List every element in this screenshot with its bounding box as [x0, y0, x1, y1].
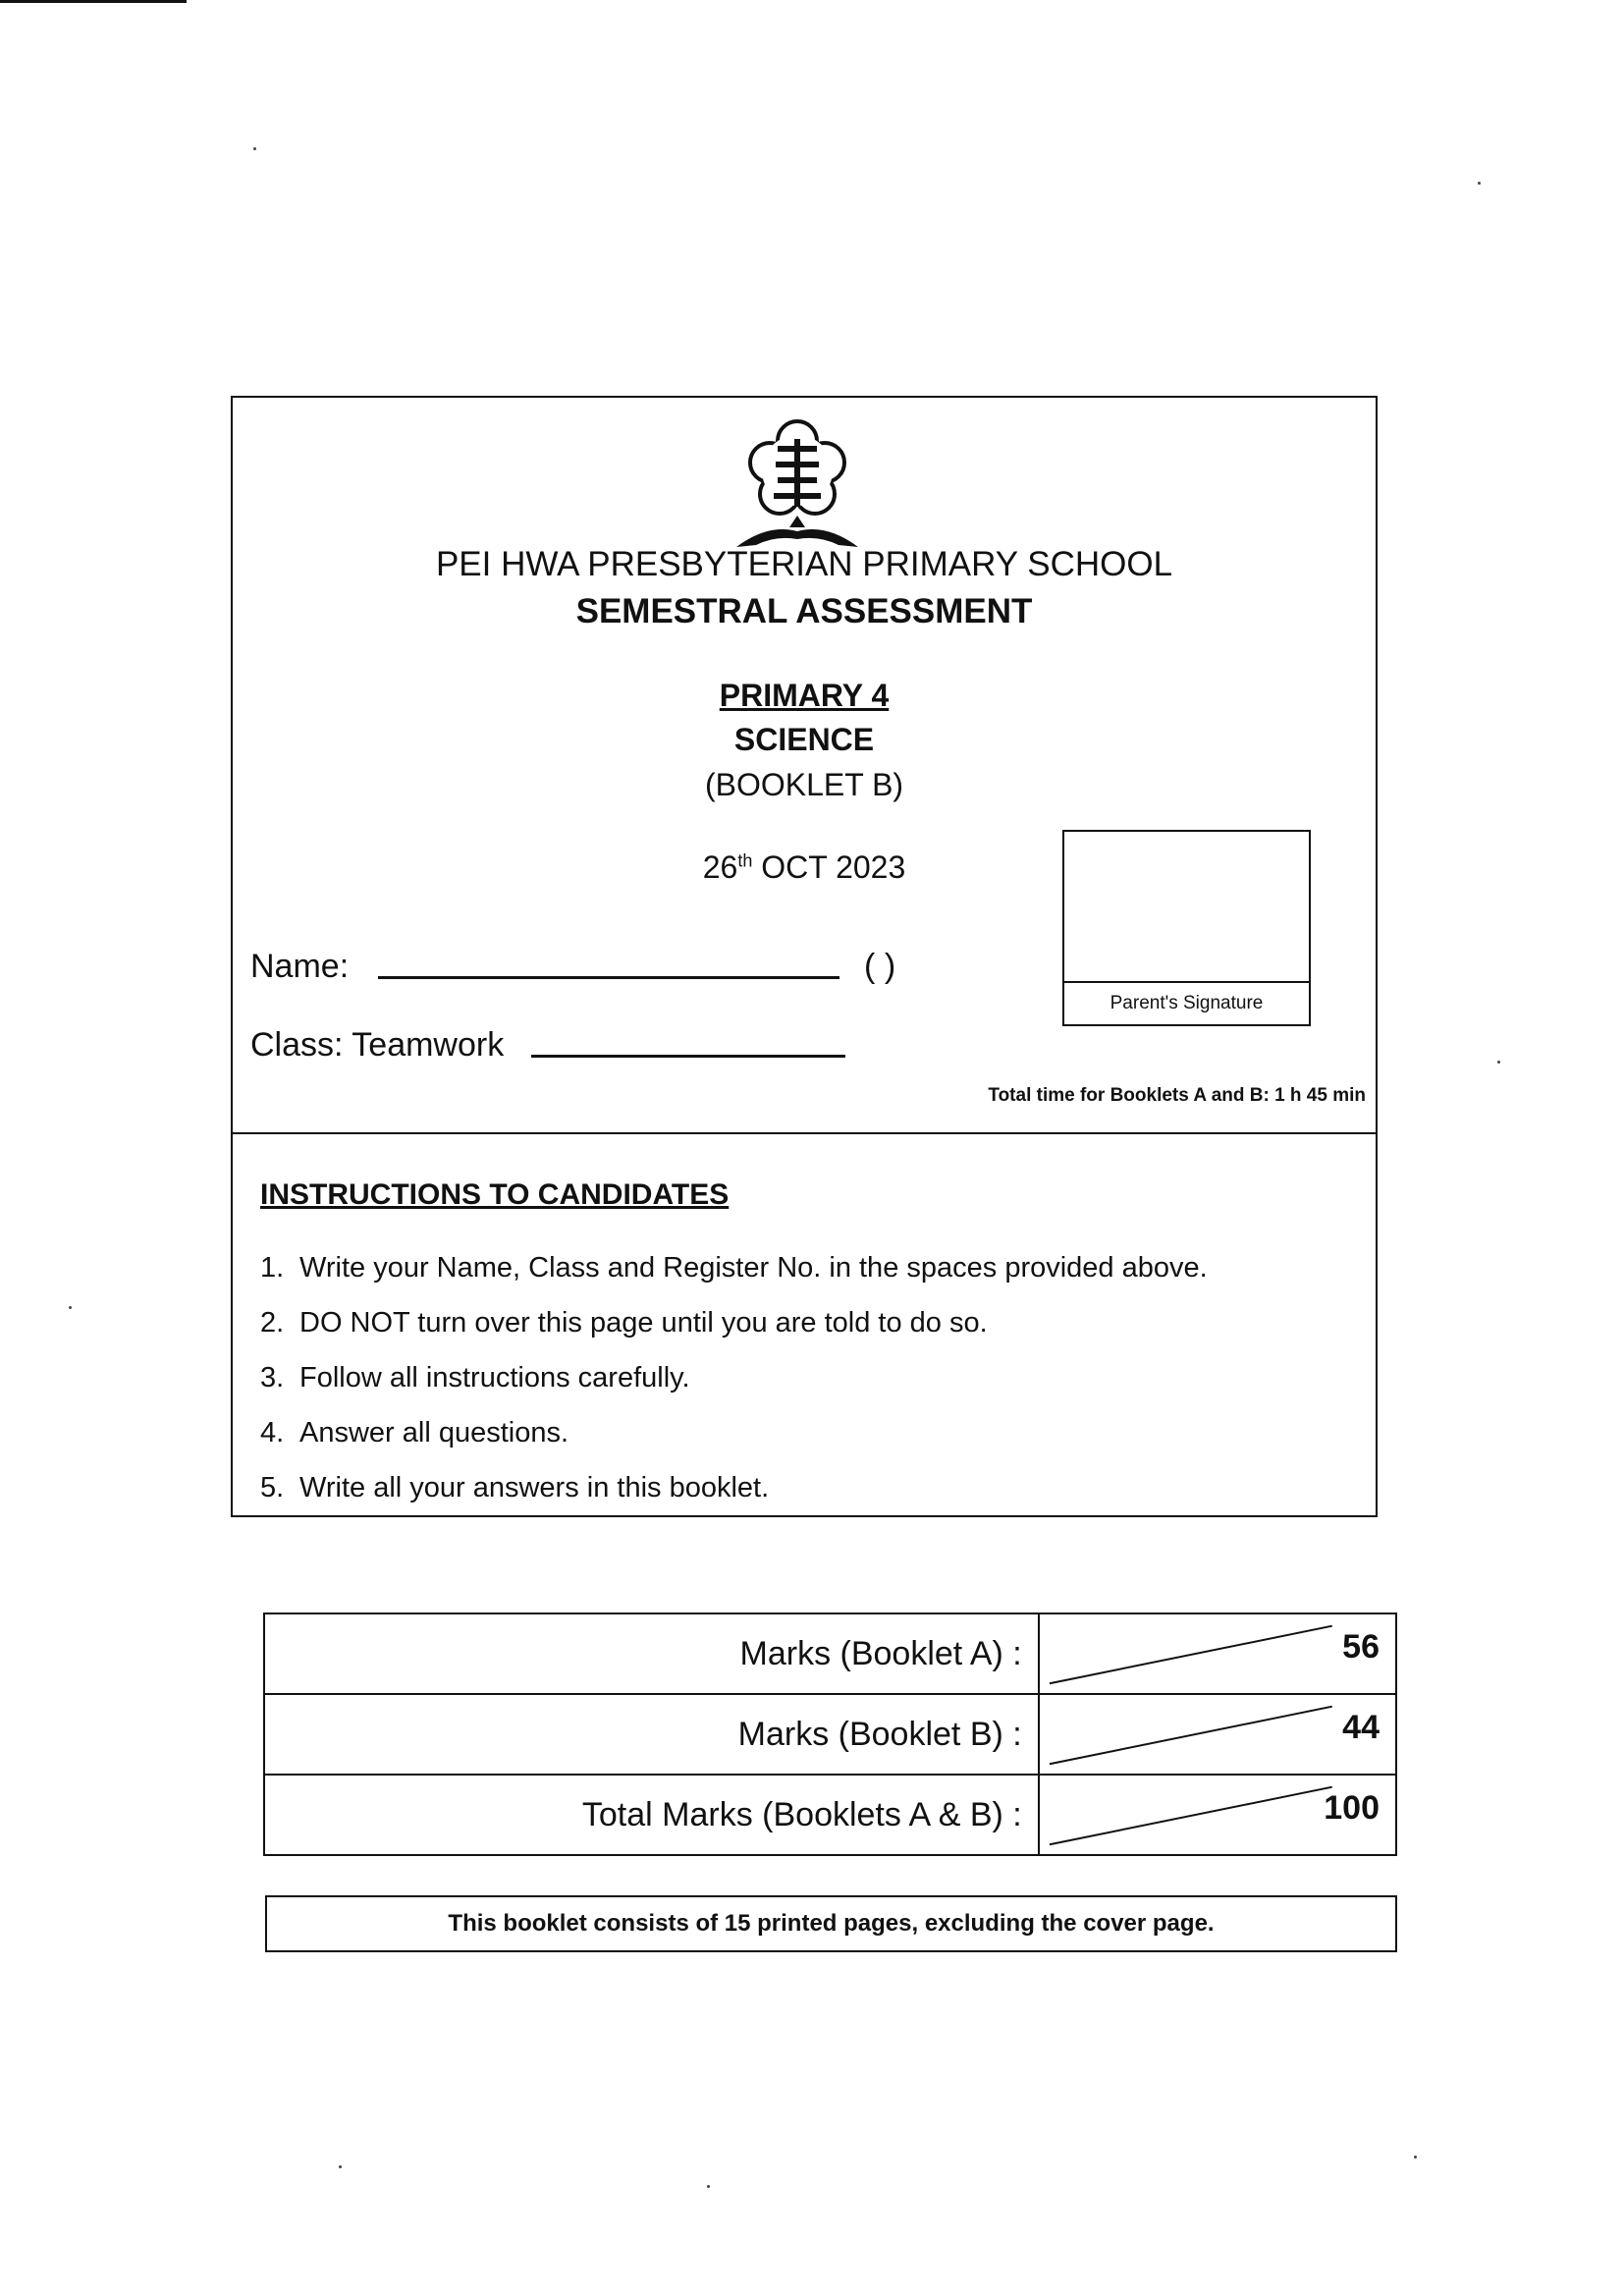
school-name: PEI HWA PRESBYTERIAN PRIMARY SCHOOL	[435, 545, 1173, 583]
instruction-text: DO NOT turn over this page until you are told to do so.	[299, 1307, 988, 1339]
scan-speck	[707, 2185, 710, 2188]
level-text: PRIMARY 4	[719, 678, 890, 713]
instruction-item	[260, 1252, 1208, 1307]
instructions-heading: INSTRUCTIONS TO CANDIDATES	[260, 1178, 730, 1211]
table-row	[264, 1694, 1396, 1775]
class-label: Class: Teamwork	[250, 1026, 505, 1064]
instruction-text: Write your Name, Class and Register No. in the spaces provided above.	[299, 1252, 1208, 1284]
instruction-item	[260, 1417, 1208, 1472]
table-row	[264, 1775, 1396, 1855]
marks-label: Marks (Booklet B) :	[264, 1694, 1039, 1775]
name-label: Name:	[250, 948, 350, 985]
time-note: Total time for Booklets A and B: 1 h 45 min	[988, 1085, 1366, 1106]
booklet-label: (BOOKLET B)	[704, 767, 904, 802]
scan-speck	[253, 147, 256, 150]
date-suffix: th	[737, 850, 753, 871]
marks-table	[263, 1613, 1397, 1856]
class-row	[250, 1026, 845, 1065]
table-row	[264, 1613, 1396, 1694]
scan-speck	[1414, 2156, 1417, 2159]
marks-cell	[1039, 1694, 1396, 1775]
marks-value: 44	[1342, 1709, 1380, 1746]
section-divider	[233, 1132, 1376, 1134]
level-heading	[233, 678, 1376, 714]
scan-speck	[1497, 1061, 1500, 1064]
cover-panel	[231, 396, 1378, 1517]
date-month-year: OCT 2023	[761, 849, 906, 885]
name-row	[250, 948, 895, 986]
instruction-number: 3.	[260, 1362, 285, 1394]
marks-label: Total Marks (Booklets A & B) :	[264, 1775, 1039, 1855]
marks-value: 56	[1342, 1628, 1380, 1666]
instruction-text: Write all your answers in this booklet.	[299, 1472, 770, 1503]
signature-label: Parent's Signature	[1064, 981, 1309, 1024]
instruction-item	[260, 1362, 1208, 1417]
name-field[interactable]	[378, 976, 839, 979]
marks-cell	[1039, 1775, 1396, 1855]
subject-heading: SCIENCE	[733, 722, 875, 757]
scan-edge-line	[0, 0, 187, 3]
parent-signature-box[interactable]	[1062, 830, 1311, 1026]
date-day: 26	[702, 849, 738, 885]
scan-speck	[69, 1306, 72, 1309]
instruction-number: 5.	[260, 1472, 285, 1503]
scan-speck	[339, 2165, 342, 2168]
instruction-item	[260, 1472, 1208, 1527]
pages-note: This booklet consists of 15 printed pages, excluding the cover page.	[265, 1895, 1397, 1952]
marks-value: 100	[1324, 1789, 1380, 1827]
instruction-item	[260, 1307, 1208, 1362]
instruction-number: 1.	[260, 1252, 285, 1284]
instruction-text: Answer all questions.	[299, 1417, 569, 1449]
instructions-list	[260, 1252, 1208, 1527]
scan-speck	[1478, 182, 1481, 185]
marks-cell	[1039, 1613, 1396, 1694]
register-no-field[interactable]: ( )	[864, 948, 896, 985]
class-field[interactable]	[531, 1055, 845, 1058]
assessment-title: SEMESTRAL ASSESSMENT	[575, 592, 1033, 630]
instruction-number: 4.	[260, 1417, 285, 1449]
marks-label: Marks (Booklet A) :	[264, 1613, 1039, 1694]
instruction-text: Follow all instructions carefully.	[299, 1362, 690, 1394]
school-crest-icon	[729, 408, 866, 555]
instruction-number: 2.	[260, 1307, 285, 1339]
